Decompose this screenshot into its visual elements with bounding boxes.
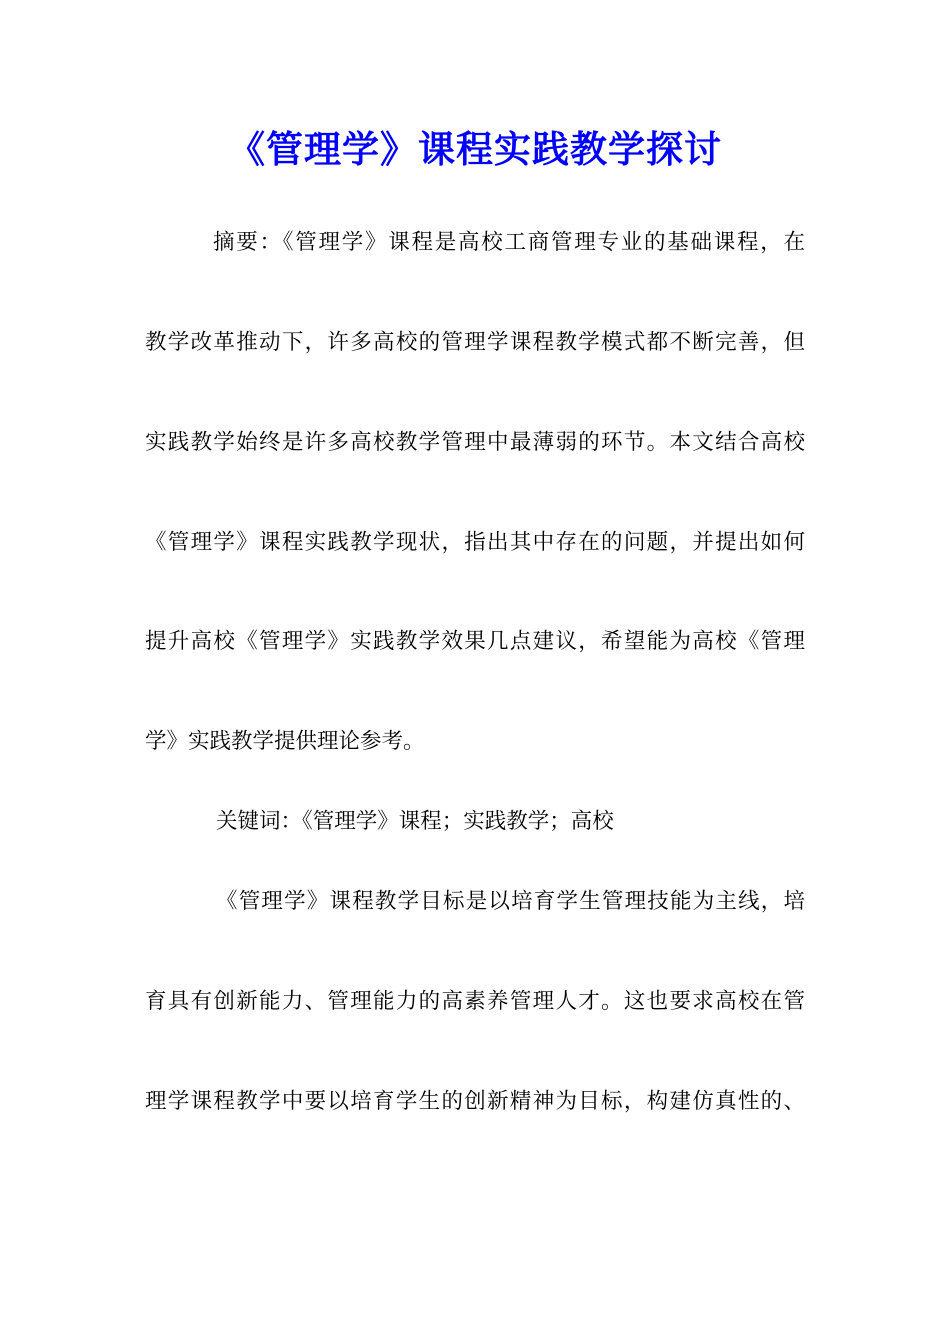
body-line: 育具有创新能力、管理能力的高素养管理人才。这也要求高校在管	[145, 989, 805, 1014]
abstract-line: 实践教学始终是许多高校教学管理中最薄弱的环节。本文结合高校	[145, 430, 805, 455]
document-title: 《管理学》课程实践教学探讨	[228, 128, 722, 171]
abstract-line: 教学改革推动下，许多高校的管理学课程教学模式都不断完善，但	[145, 330, 805, 355]
body-line: 理学课程教学中要以培育学生的创新精神为目标，构建仿真性的、	[145, 1089, 805, 1114]
abstract-line: 摘要：《管理学》课程是高校工商管理专业的基础课程，在	[213, 230, 805, 255]
abstract-line: 提升高校《管理学》实践教学效果几点建议，希望能为高校《管理	[145, 629, 805, 654]
keywords-line: 关键词：《管理学》课程；实践教学；高校	[216, 809, 614, 834]
abstract-line: 《管理学》课程实践教学现状，指出其中存在的问题，并提出如何	[145, 530, 805, 555]
abstract-line: 学》实践教学提供理论参考。	[145, 729, 425, 754]
body-line: 《管理学》课程教学目标是以培育学生管理技能为主线，培	[216, 889, 805, 914]
